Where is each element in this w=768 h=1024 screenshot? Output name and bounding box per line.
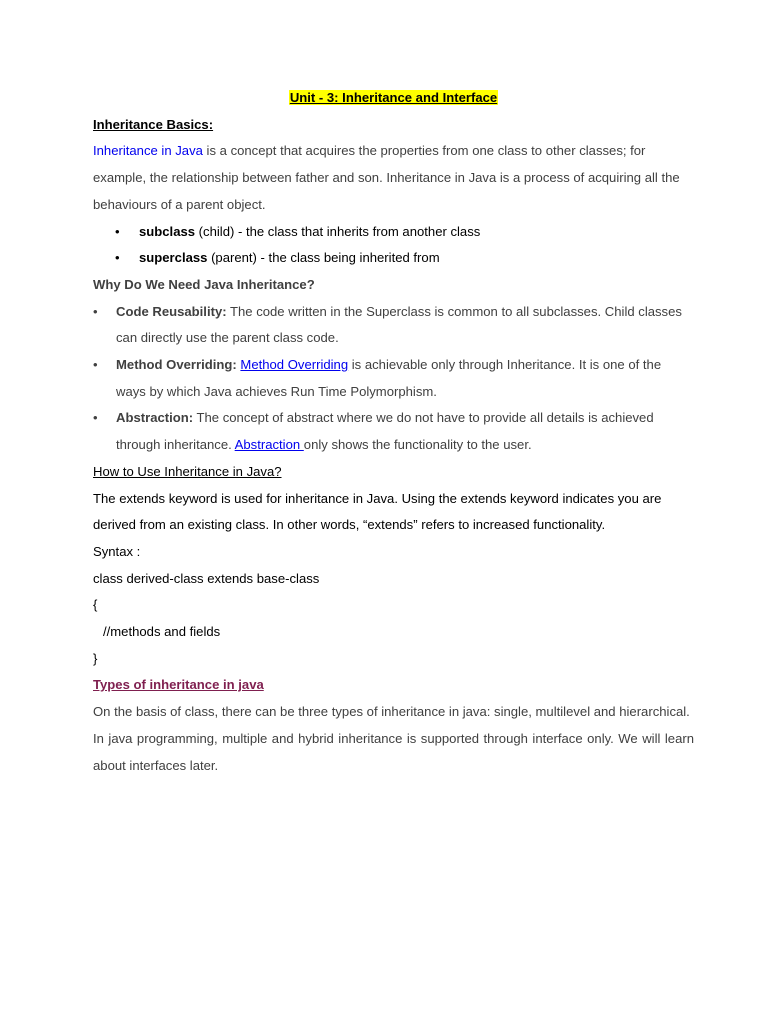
inheritance-in-java-text: Inheritance in Java [93,143,203,159]
page-title: Unit - 3: Inheritance and Interface [289,90,498,105]
why-heading: Why Do We Need Java Inheritance? [93,276,315,292]
method-overriding-link[interactable]: Method Overriding [240,357,349,373]
title-row [93,85,694,112]
superclass-desc: (parent) - the class being inherited from [207,250,440,266]
code-line: { [93,597,98,613]
abstraction-term: Abstraction: [116,410,194,426]
inheritance-basics-heading: Inheritance Basics: [93,116,214,132]
bullet-icon: • [93,357,98,373]
basics-intro-text: is a concept that acquires the properties from one class to other classes; for example, the relationship between father and son. Inheritance in Java is a process of acquiring all the behaviours of a parent object. [93,143,680,212]
superclass-term: superclass [139,250,208,266]
method-overriding-term: Method Overriding: [116,357,237,373]
types-paragraph-2: In java programming, multiple and hybrid inheritance is supported through interface only. We will learn about interfaces later. [93,730,694,773]
bullet-icon: • [93,303,98,319]
bullet-icon: • [115,223,120,239]
syntax-label: Syntax : [93,543,141,559]
bullet-icon: • [93,410,98,426]
list-item-method-overriding [93,352,694,405]
code-reusability-term: Code Reusability: [116,303,227,319]
how-heading: How to Use Inheritance in Java? [93,463,282,479]
subclass-term: subclass [139,223,196,239]
code-line: class derived-class extends base-class [93,570,320,586]
code-line: //methods and fields [103,624,221,640]
list-item-code-reusability [93,299,694,352]
list-item-superclass [93,245,694,272]
subclass-superclass-list [93,219,694,272]
types-heading: Types of inheritance in java [93,677,264,693]
subclass-desc: (child) - the class that inherits from another class [195,223,481,239]
why-list [93,299,694,459]
bullet-icon: • [115,250,120,266]
method-overriding-desc: is achievable only through Inheritance. It is one of the ways by which Java achieves Run Time Polymorphism. [116,357,662,399]
abstraction-link[interactable]: Abstraction [234,437,304,453]
extends-paragraph: The extends keyword is used for inheritance in Java. Using the extends keyword indicates you are derived from an existing class. In other words, “extends” refers to increased functionality. [93,490,662,533]
code-line: } [93,650,98,666]
list-item-abstraction [93,405,694,458]
abstraction-desc: The concept of abstract where we do not have to provide all details is achieved through inheritance. [116,410,654,453]
code-reusability-desc: The code written in the Superclass is common to all subclasses. Child classes can directly use the parent class code. [116,303,682,346]
list-item-subclass [93,219,694,246]
abstraction-desc-end: only shows the functionality to the user. [303,437,532,453]
basics-intro-paragraph [93,138,694,218]
types-paragraph-1: On the basis of class, there can be three types of inheritance in java: single, multilevel and hierarchical. [93,704,690,720]
